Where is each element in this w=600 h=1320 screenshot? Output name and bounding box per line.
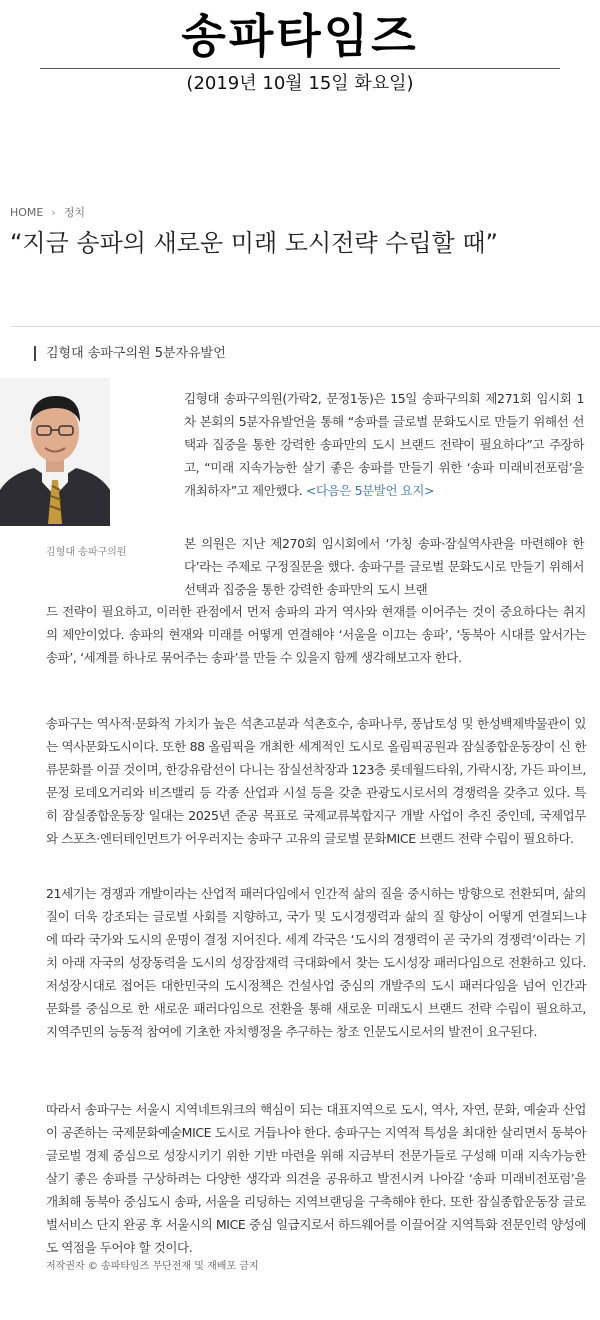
newspaper-title: 송파타임즈 (181, 9, 419, 63)
lead-text: 김형대 송파구의원(가락2, 문정1동)은 15일 송파구의회 제271회 임시회 1차 본회의 5분자유발언을 통해 “송파를 글로벌 문화도시로 만들기 위해선 선택과 집중을 통한 강력한 송파만의 도시 브랜드 전략이 필요하다”고 주장하고, “미래 지속가능한 살기 좋은 송파를 만들기 위한 ‘송파 미래비전포럼’을 개최하자”고 제안했다. (184, 391, 584, 498)
chevron-right-icon: › (51, 206, 56, 219)
breadcrumb-home-link[interactable]: HOME (10, 206, 44, 219)
issue-date: (2019년 10월 15일 화요일) (186, 73, 414, 94)
headline-divider (10, 326, 600, 327)
body-paragraph-5: 따라서 송파구는 서울시 지역네트워크의 핵심이 되는 대표지역으로 도시, 역사, 자연, 문화, 예술과 산업이 공존하는 국제문화예술MICE 도시로 거듭나야 한다. 송파구는 지역적 특성을 최대한 살리면서 동북아 글로벌 경제 중심으로 성장시키기 위한 기반 마련을 위해 지금부터 전문가들로 구성해 미래 지속가능한 살기 좋은 송파를 구상하려는 다양한 생각과 의견을 공유하고 발전시켜 나아갈 ‘송파 미래비전포럼’을 개최해 동북아 중심도시 송파, 서울을 리딩하는 지역브랜딩을 구축해야 한다. 또한 잠실종합운동장 글로벌서비스 단지 완공 후 서울시의 MICE 중심 일급지로서 하드웨어를 이끌어갈 지역특화 전문인력 양성에도 역점을 두어야 할 것이다. (46, 1102, 586, 1255)
body-paragraph-3: 송파구는 역사적·문화적 가치가 높은 석촌고분과 석촌호수, 송파나루, 풍납토성 및 한성백제박물관이 있는 역사문화도시이다. 또한 88 올림픽을 개최한 세계적인 도시로 올림픽공원과 잠실종합운동장이 신 한류문화를 이끌 것이며, 한강유람선이 다니는 잠실선착장과 123층 롯데월드타워, 가락시장, 가든 파이브, 문정 로데오거리와 비즈밸리 등 각종 산업과 시설 등을 갖춘 관광도시로서의 경쟁력을 갖추고 있다. 특히 잠실종합운동장 일대는 2025년 준공 목표로 국제교류복합지구 개발 사업이 추진 중인데, 국제업무와 스포츠·엔터테인먼트가 어우러지는 송파구 고유의 글로벌 문화MICE 브랜드 전략 수립이 필요하다. (46, 716, 586, 846)
body-paragraph-2-bottom: 드 전략이 필요하고, 이러한 관점에서 먼저 송파의 과거 역사와 현재를 이어주는 것이 중요하다는 취지의 제안이었다. 송파의 현재와 미래를 어떻게 연결해야 ‘서울을 이끄는 송파’, ‘동북아 시대를 앞서가는 송파’, ‘세계를 하나로 묶어주는 송파’를 만들 수 있을지 함께 생각해보고자 한다. (46, 604, 586, 665)
body-paragraph-2-top: 본 의원은 지난 제270회 임시회에서 ‘가칭 송파·잠실역사관을 마련해야 한다’라는 주제로 구정질문을 했다. 송파구를 글로벌 문화도시로 만들기 위해서 선택과 집중을 통한 강력한 송파만의 도시 브랜 (184, 536, 584, 597)
summary-link[interactable]: <다음은 5분발언 요지> (305, 483, 435, 498)
person-portrait-icon (0, 378, 110, 526)
photo-caption: 김형대 송파구의원 (46, 547, 127, 558)
masthead (0, 0, 600, 104)
article-headline: “지금 송파의 새로운 미래 도시전략 수립할 때” (10, 229, 498, 257)
masthead-divider (40, 68, 560, 69)
breadcrumb-section-link[interactable]: 정치 (63, 206, 86, 219)
portrait-photo (0, 378, 110, 526)
lead-paragraph (184, 387, 584, 502)
breadcrumb (10, 206, 85, 220)
body-paragraph-4: 21세기는 경쟁과 개발이라는 산업적 패러다임에서 인간적 삶의 질을 중시하는 방향으로 전환되며, 삶의 질이 더욱 강조되는 글로벌 사회를 지향하고, 국가 및 도시경쟁력과 삶의 질 향상이 어떻게 연결되느냐에 따라 국가와 도시의 운명이 결정 지어진다. 세계 각국은 ‘도시의 경쟁력이 곧 국가의 경쟁력’이라는 기치 아래 자국의 성장동력을 도시의 성장잠재력 극대화에서 찾는 도시성장 패러다임으로 전환하고 있다. 저성장시대로 접어든 대한민국의 도시정책은 건설사업 중심의 개발주의 도시 패러다임을 넘어 인간과 문화를 중심으로 한 새로운 패러다임으로 전환을 통해 새로운 미래도시 브랜드 전략 수립이 필요하고, 지역주민의 능동적 참여에 기초한 자치행정을 추구하는 창조 인문도시로서의 발전이 요구된다. (46, 886, 586, 1039)
article-subheading: 김형대 송파구의원 5분자유발언 (46, 344, 226, 364)
copyright-notice: 저작권자 © 송파타임즈 무단전재 및 재배포 금지 (46, 1261, 259, 1272)
